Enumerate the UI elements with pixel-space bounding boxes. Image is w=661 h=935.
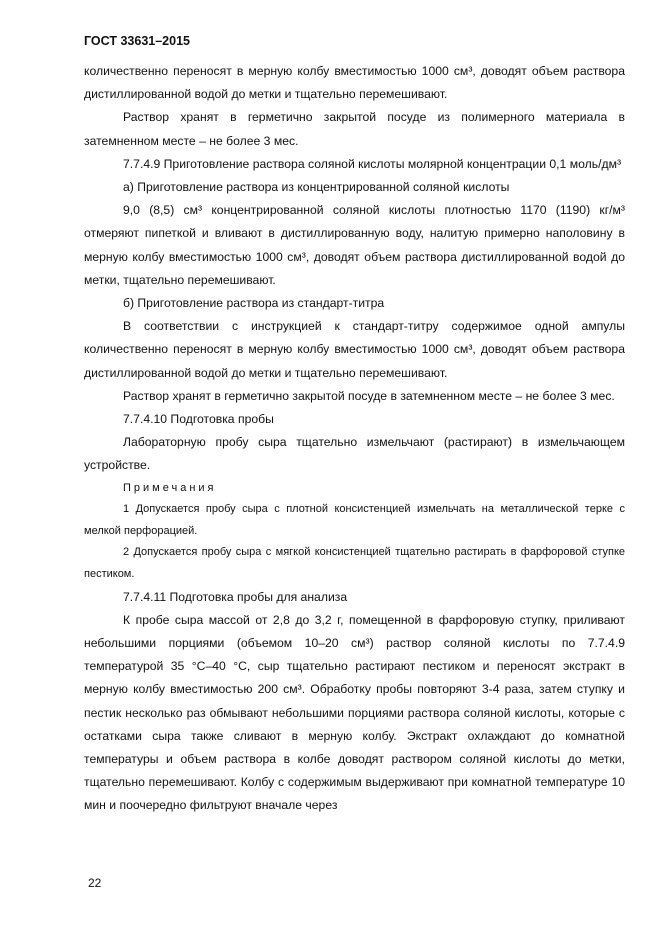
paragraph: Лабораторную пробу сыра тщательно измельчают (растирают) в измельчающем устройстве. [84,435,625,473]
paragraph: К пробе сыра массой от 2,8 до 3,2 г, помещенной в фарфоровую ступку, приливают небольшими порциями (объемом 10–20 см³) раствор соляной кислоты по 7.7.4.9 температурой 35 °С–40 °С, сыр тщательно растирают пестиком и переносят экстракт в мерную колбу вместимостью 200 см³. Обработку пробы повторяют 3-4 раза, затем ступку и пестик несколько раз обмывают небольшими порциями раствора соляной кислоты, которые с остатками сыра также сливают в мерную колбу. Экстракт охлаждают до комнатной температуры и объем раствора в колбе доводят раствором соляной кислоты до метки, тщательно перемешивают. Колбу с содержимым выдерживают при комнатной температуре 10 мин и поочередно фильтруют вначале через [84,612,625,813]
note-item: 1 Допускается пробу сыра с плотной консистенцией измельчать на металлической терке с мелкой перфорацией. [84,503,625,537]
section-heading: 7.7.4.9 Приготовление раствора соляной кислоты молярной концентрации 0,1 моль/дм³ [123,156,622,171]
note-item: 2 Допускается пробу сыра с мягкой консистенцией тщательно растирать в фарфоровой ступке пестиком. [84,546,625,581]
document-header: ГОСТ 33631–2015 [84,34,190,48]
body-text [84,60,625,818]
section-heading: 7.7.4.11 Подготовка пробы для анализа [123,589,348,604]
section-heading: 7.7.4.10 Подготовка пробы [123,412,274,427]
paragraph: В соответствии с инструкцией к стандарт-титру содержимое одной ампулы количественно переносят в мерную колбу вместимостью 1000 см³, доводят объем раствора дистиллированной водой до метки и тщательно перемешивают. [84,319,625,380]
list-item: б) Приготовление раствора из стандарт-титра [123,296,385,311]
list-item: а) Приготовление раствора из концентрированной соляной кислоты [123,180,510,195]
paragraph: Раствор хранят в герметично закрытой посуде в затемненном месте – не более 3 мес. [123,388,615,403]
paragraph: количественно переносят в мерную колбу вместимостью 1000 см³, доводят объем раствора дистиллированной водой до метки и тщательно перемешивают. [84,64,625,102]
paragraph: 9,0 (8,5) см³ концентрированной соляной кислоты плотностью 1170 (1190) кг/м³ отмеряют пипеткой и вливают в дистиллированную воду, налитую примерно наполовину в мерную колбу вместимостью 1000 см³, доводят объем раствора дистиллированной водой до метки, тщательно перемешивают. [84,203,625,287]
notes-heading: Примечания [123,481,217,494]
page-number: 22 [88,876,102,890]
paragraph: Раствор хранят в герметично закрытой посуде из полимерного материала в затемненном месте – не более 3 мес. [84,110,625,148]
